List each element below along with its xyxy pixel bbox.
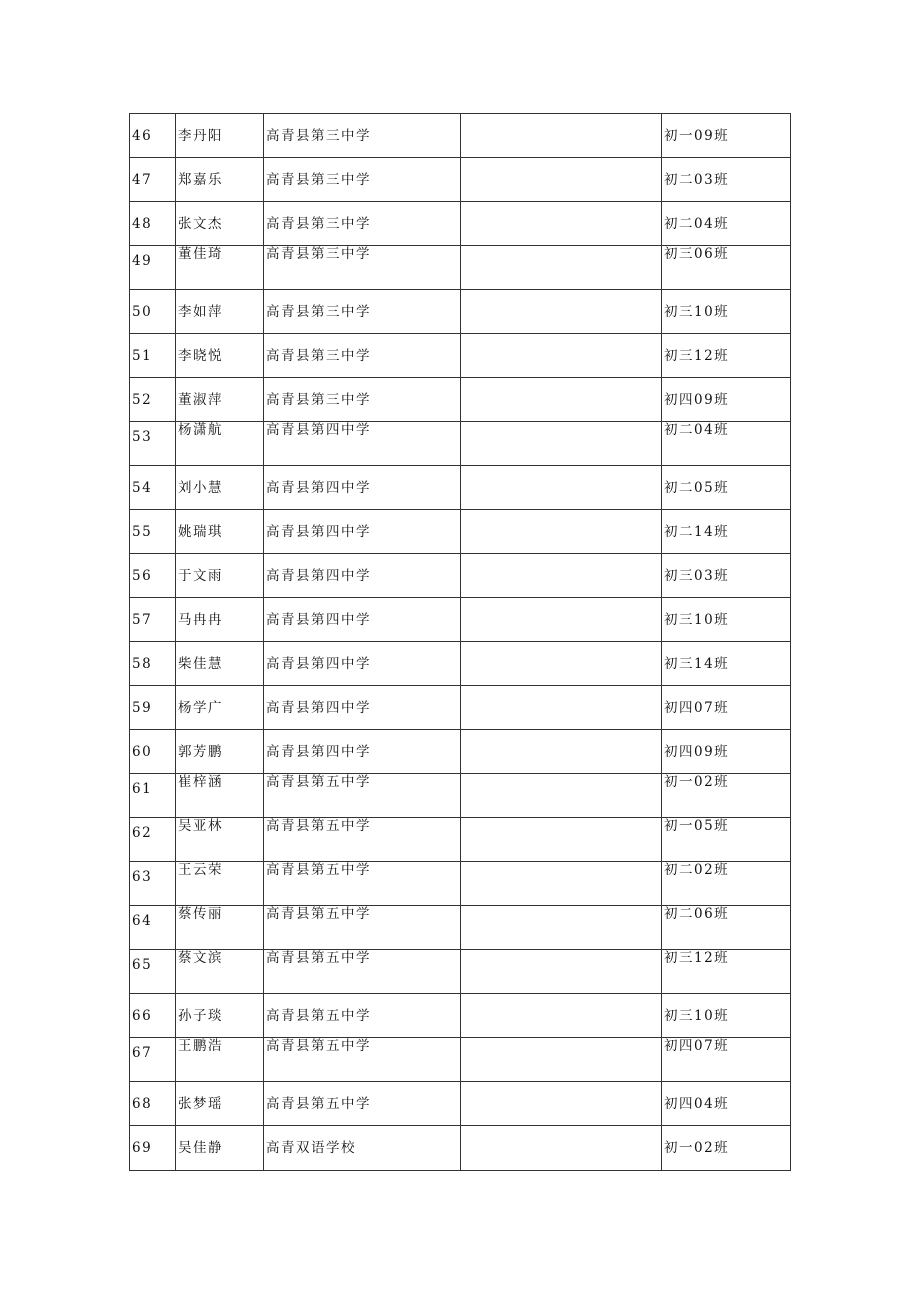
remark-cell — [461, 642, 662, 686]
table-row — [130, 818, 791, 862]
student-name: 张文杰 — [176, 202, 264, 246]
student-name: 姚瑞琪 — [176, 510, 264, 554]
remark-cell — [461, 554, 662, 598]
student-name: 郭芳鹏 — [176, 730, 264, 774]
remark-cell — [461, 290, 662, 334]
roster-sheet — [129, 113, 790, 1171]
row-number: 49 — [130, 246, 176, 290]
class-name: 初四07班 — [662, 1038, 791, 1082]
school-name: 高青县第五中学 — [264, 774, 461, 818]
roster-body — [130, 114, 791, 1171]
class-name: 初二03班 — [662, 158, 791, 202]
class-name: 初三06班 — [662, 246, 791, 290]
remark-cell — [461, 686, 662, 730]
row-number: 46 — [130, 114, 176, 158]
remark-cell — [461, 1082, 662, 1126]
remark-cell — [461, 114, 662, 158]
class-name: 初四04班 — [662, 1082, 791, 1126]
student-name: 刘小慧 — [176, 466, 264, 510]
class-name: 初二04班 — [662, 202, 791, 246]
student-name: 李如萍 — [176, 290, 264, 334]
class-name: 初三10班 — [662, 994, 791, 1038]
remark-cell — [461, 1126, 662, 1171]
row-number: 51 — [130, 334, 176, 378]
table-row — [130, 774, 791, 818]
class-name: 初四07班 — [662, 686, 791, 730]
row-number: 64 — [130, 906, 176, 950]
class-name: 初三12班 — [662, 334, 791, 378]
school-name: 高青县第三中学 — [264, 158, 461, 202]
school-name: 高青县第五中学 — [264, 818, 461, 862]
table-row — [130, 422, 791, 466]
class-name: 初二04班 — [662, 422, 791, 466]
remark-cell — [461, 862, 662, 906]
table-row — [130, 686, 791, 730]
table-row — [130, 950, 791, 994]
row-number: 53 — [130, 422, 176, 466]
table-row — [130, 246, 791, 290]
school-name: 高青县第三中学 — [264, 246, 461, 290]
table-row — [130, 1126, 791, 1171]
student-name: 张梦瑶 — [176, 1082, 264, 1126]
school-name: 高青县第三中学 — [264, 290, 461, 334]
class-name: 初二06班 — [662, 906, 791, 950]
student-name: 杨学广 — [176, 686, 264, 730]
table-row — [130, 290, 791, 334]
table-row — [130, 158, 791, 202]
table-row — [130, 114, 791, 158]
class-name: 初三12班 — [662, 950, 791, 994]
student-name: 王鹏浩 — [176, 1038, 264, 1082]
student-name: 李丹阳 — [176, 114, 264, 158]
school-name: 高青县第四中学 — [264, 554, 461, 598]
table-row — [130, 642, 791, 686]
school-name: 高青县第五中学 — [264, 950, 461, 994]
remark-cell — [461, 158, 662, 202]
remark-cell — [461, 202, 662, 246]
row-number: 60 — [130, 730, 176, 774]
row-number: 66 — [130, 994, 176, 1038]
remark-cell — [461, 246, 662, 290]
school-name: 高青县第四中学 — [264, 598, 461, 642]
school-name: 高青县第四中学 — [264, 686, 461, 730]
row-number: 63 — [130, 862, 176, 906]
row-number: 69 — [130, 1126, 176, 1171]
student-name: 吴亚林 — [176, 818, 264, 862]
row-number: 68 — [130, 1082, 176, 1126]
table-row — [130, 730, 791, 774]
remark-cell — [461, 422, 662, 466]
table-row — [130, 202, 791, 246]
student-name: 于文雨 — [176, 554, 264, 598]
school-name: 高青县第三中学 — [264, 378, 461, 422]
table-row — [130, 510, 791, 554]
school-name: 高青县第三中学 — [264, 334, 461, 378]
roster-table — [129, 113, 791, 1171]
remark-cell — [461, 950, 662, 994]
table-row — [130, 334, 791, 378]
table-row — [130, 906, 791, 950]
class-name: 初一02班 — [662, 774, 791, 818]
student-name: 孙子琰 — [176, 994, 264, 1038]
student-name: 柴佳慧 — [176, 642, 264, 686]
school-name: 高青双语学校 — [264, 1126, 461, 1171]
student-name: 董淑萍 — [176, 378, 264, 422]
table-row — [130, 598, 791, 642]
school-name: 高青县第四中学 — [264, 422, 461, 466]
school-name: 高青县第四中学 — [264, 642, 461, 686]
class-name: 初三03班 — [662, 554, 791, 598]
class-name: 初一02班 — [662, 1126, 791, 1171]
remark-cell — [461, 466, 662, 510]
row-number: 56 — [130, 554, 176, 598]
row-number: 65 — [130, 950, 176, 994]
class-name: 初二02班 — [662, 862, 791, 906]
row-number: 50 — [130, 290, 176, 334]
class-name: 初四09班 — [662, 730, 791, 774]
school-name: 高青县第四中学 — [264, 730, 461, 774]
row-number: 62 — [130, 818, 176, 862]
student-name: 吴佳静 — [176, 1126, 264, 1171]
row-number: 52 — [130, 378, 176, 422]
class-name: 初二14班 — [662, 510, 791, 554]
row-number: 67 — [130, 1038, 176, 1082]
table-row — [130, 1082, 791, 1126]
student-name: 蔡文滨 — [176, 950, 264, 994]
class-name: 初三10班 — [662, 598, 791, 642]
school-name: 高青县第五中学 — [264, 1082, 461, 1126]
school-name: 高青县第三中学 — [264, 114, 461, 158]
class-name: 初一09班 — [662, 114, 791, 158]
remark-cell — [461, 730, 662, 774]
class-name: 初三14班 — [662, 642, 791, 686]
row-number: 59 — [130, 686, 176, 730]
row-number: 61 — [130, 774, 176, 818]
remark-cell — [461, 906, 662, 950]
row-number: 58 — [130, 642, 176, 686]
student-name: 马冉冉 — [176, 598, 264, 642]
school-name: 高青县第五中学 — [264, 862, 461, 906]
class-name: 初四09班 — [662, 378, 791, 422]
remark-cell — [461, 598, 662, 642]
row-number: 54 — [130, 466, 176, 510]
table-row — [130, 466, 791, 510]
school-name: 高青县第四中学 — [264, 466, 461, 510]
student-name: 董佳琦 — [176, 246, 264, 290]
student-name: 蔡传丽 — [176, 906, 264, 950]
remark-cell — [461, 994, 662, 1038]
row-number: 57 — [130, 598, 176, 642]
remark-cell — [461, 774, 662, 818]
table-row — [130, 994, 791, 1038]
class-name: 初二05班 — [662, 466, 791, 510]
remark-cell — [461, 510, 662, 554]
student-name: 郑嘉乐 — [176, 158, 264, 202]
school-name: 高青县第五中学 — [264, 994, 461, 1038]
remark-cell — [461, 1038, 662, 1082]
table-row — [130, 554, 791, 598]
student-name: 王云荣 — [176, 862, 264, 906]
row-number: 55 — [130, 510, 176, 554]
table-row — [130, 378, 791, 422]
remark-cell — [461, 818, 662, 862]
school-name: 高青县第四中学 — [264, 510, 461, 554]
student-name: 崔梓涵 — [176, 774, 264, 818]
school-name: 高青县第五中学 — [264, 1038, 461, 1082]
school-name: 高青县第三中学 — [264, 202, 461, 246]
table-row — [130, 862, 791, 906]
remark-cell — [461, 334, 662, 378]
class-name: 初三10班 — [662, 290, 791, 334]
student-name: 李晓悦 — [176, 334, 264, 378]
remark-cell — [461, 378, 662, 422]
class-name: 初一05班 — [662, 818, 791, 862]
school-name: 高青县第五中学 — [264, 906, 461, 950]
row-number: 47 — [130, 158, 176, 202]
student-name: 杨潇航 — [176, 422, 264, 466]
row-number: 48 — [130, 202, 176, 246]
table-row — [130, 1038, 791, 1082]
